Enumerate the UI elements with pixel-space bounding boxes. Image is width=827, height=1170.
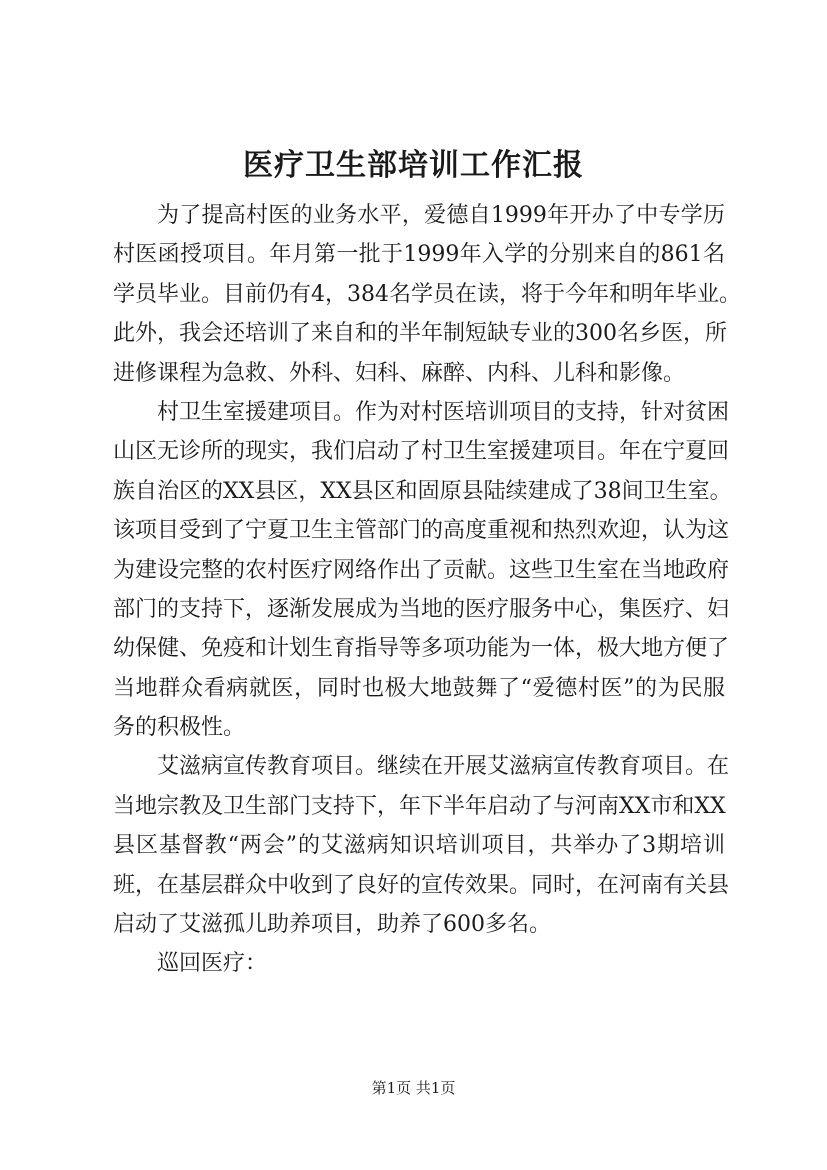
paragraph-line: 村卫生室援建项目。作为对村医培训项目的支持，针对贫困 [157, 399, 730, 425]
paragraph-line: 务的积极性。 [113, 715, 246, 741]
paragraph-line: 为了提高村医的业务水平，爱德自1999年开办了中专学历 [157, 203, 725, 228]
document-body [113, 196, 741, 984]
paragraph-line: 当地宗教及卫生部门支持下，年下半年启动了与河南XX市和XX [113, 793, 726, 819]
paragraph-line: 该项目受到了宁夏卫生主管部门的高度重视和热烈欢迎，认为这 [113, 518, 730, 544]
paragraph-line: 此外，我会还培训了来自和的半年制短缺专业的300名乡医，所 [113, 321, 727, 347]
paragraph-line: 县区基督教“两会”的艾滋病知识培训项目，共举办了3期培训 [113, 833, 725, 859]
paragraph-line: 幼保健、免疫和计划生育指导等多项功能为一体，极大地方便了 [113, 636, 730, 662]
paragraph-line: 村医函授项目。年月第一批于1999年入学的分别来自的861名 [113, 242, 725, 268]
paragraph-line: 山区无诊所的现实，我们启动了村卫生室援建项目。年在宁夏回 [113, 439, 730, 465]
document-title: 医疗卫生部培训工作汇报 [243, 148, 584, 183]
paragraph-line: 学员毕业。目前仍有4，384名学员在读，将于今年和明年毕业。 [113, 281, 741, 307]
paragraph-line: 班，在基层群众中收到了良好的宣传效果。同时，在河南有关县 [113, 872, 730, 898]
paragraph-line: 族自治区的XX县区，XX县区和固原县陆续建成了38间卫生室。 [113, 478, 732, 504]
page-footer: 第1页 共1页 [371, 1079, 456, 1097]
paragraph-line: 启动了艾滋孤儿助养项目，助养了600多名。 [113, 912, 551, 938]
paragraph-line: 进修课程为急救、外科、妇科、麻醉、内科、儿科和影像。 [113, 360, 686, 386]
paragraph-line: 巡回医疗： [157, 951, 268, 977]
paragraph-line: 为建设完整的农村医疗网络作出了贡献。这些卫生室在当地政府 [113, 557, 730, 583]
paragraph-line: 艾滋病宣传教育项目。继续在开展艾滋病宣传教育项目。在 [157, 754, 730, 780]
paragraph-line: 当地群众看病就医，同时也极大地鼓舞了“爱德村医”的为民服 [113, 675, 725, 701]
paragraph-line: 部门的支持下，逐渐发展成为当地的医疗服务中心，集医疗、妇 [113, 596, 730, 622]
